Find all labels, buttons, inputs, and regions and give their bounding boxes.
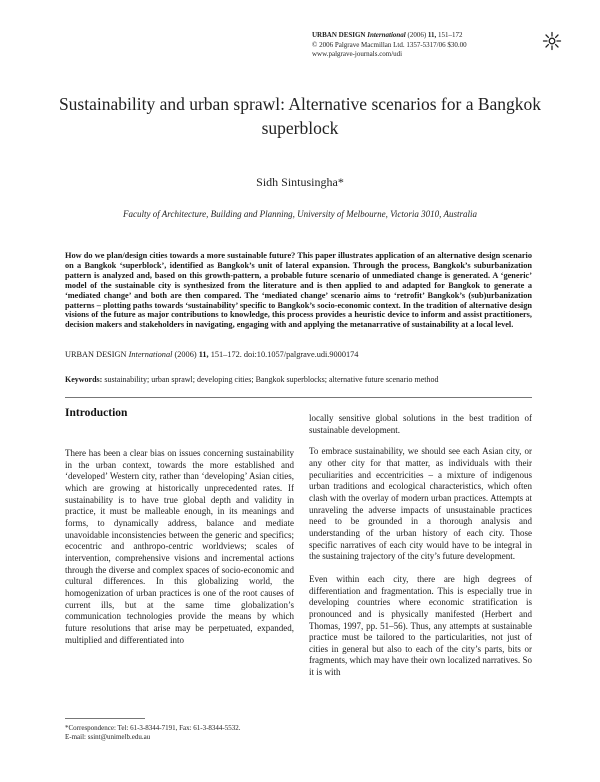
citation-journal-italic: International xyxy=(128,350,173,359)
copyright-line: © 2006 Palgrave Macmillan Ltd. 1357-5317/06 $30.00 xyxy=(312,40,467,49)
journal-name: URBAN DESIGN xyxy=(312,31,366,39)
section-heading-introduction: Introduction xyxy=(65,407,128,419)
paragraph: To embrace sustainability, we should see each Asian city, or any other city for that matter, as individuals with their peculiarities and eccentricities – a mixture of indigenous urban traditions and ecological characteristics, which often clash with the overlay of modern urban practices. Attempts at unraveling the adverse impacts of unsustainable practices need to be grounded in a thorough analysis and understanding of the urban history of each city. Those specific narratives of each city would have to be integral in the sustaining trajectory of the city’s future development. xyxy=(309,446,532,562)
journal-header-line-1 xyxy=(312,31,532,41)
journal-pages: 151–172 xyxy=(438,31,463,39)
article-title: Sustainability and urban sprawl: Alternative scenarios for a Bangkok superblock xyxy=(58,94,542,138)
journal-header xyxy=(312,31,532,60)
body-column-right xyxy=(309,413,532,679)
abstract: How do we plan/design cities towards a more sustainable future? This paper illustrates application of an alternative design scenario on a Bangkok ‘superblock’, identified as Bangkok’s unit of lateral expansion. Through the process, Bangkok’s suburbanization pattern is analyzed and, based on this growth-pattern, a probable future scenario of unmediated change is generated. A ‘generic’ model of the sustainable city is synthesized from the literature and is then applied to and adapted for Bangkok to generate a ‘mediated change’ and both are then compared. The ‘mediated change’ scenario aims to ‘retrofit’ Bangkok’s (sub)urbanization patterns – plotting paths towards ‘sustainability’ specific to Bangkok’s socio-economic context. In the tradition of alternative design visions of the future as major contributions to knowledge, this process provides a heuristic device to inform and assist practitioners, decision makers and stakeholders in navigating, engaging with and applying the metanarrative of sustainability at a local level. xyxy=(65,251,532,330)
paragraph: There has been a clear bias on issues concerning sustainability in the urban context, towards the more established and ‘developed’ Western city, rather than ‘developing’ Asian cities, which are growing at historically unprecedented rates. If sustainability is to have true global depth and validity in practice, it must be malleable enough, in its meanings and forms, to dynamically address, balance and mediate unavoidable inconsistencies between the generic and specifics; ecocentric and anthropo-centric worldviews; scales of intervention, comprehensive visions and incremental actions through the diverse and complex spaces of socio-economic and cultural differences. In this globalizing world, the homogenization of urban practices is one of the root causes of current ills, but at the same time globalization’s communication technologies provide the means by which future resolutions that arise may be perpetuated, expanded, multiplied and differentiated into xyxy=(65,448,294,645)
footnote-divider xyxy=(65,718,145,719)
journal-volume: 11, xyxy=(427,31,437,39)
footnote-contact: *Correspondence: Tel: 61-3-8344-7191, Fax: 61-3-8344-5532. xyxy=(65,724,241,732)
citation-line xyxy=(65,350,535,360)
paragraph: locally sensitive global solutions in the best tradition of sustainable development. xyxy=(309,413,532,435)
footnote-email: E-mail: ssint@unimelb.edu.au xyxy=(65,733,151,741)
journal-url: www.palgrave-journals.com/udi xyxy=(312,50,403,58)
keywords-text: sustainability; urban sprawl; developing cities; Bangkok superblocks; alternative future scenario method xyxy=(104,375,439,384)
correspondence-footnote xyxy=(65,724,294,742)
palgrave-logo-icon xyxy=(542,31,562,51)
author-name: Sidh Sintusingha* xyxy=(256,175,344,189)
citation-rest: 151–172. doi:10.1057/palgrave.udi.9000174 xyxy=(210,350,359,359)
journal-name-italic: International xyxy=(367,31,406,39)
journal-year: (2006) xyxy=(407,31,427,39)
citation-volume: 11, xyxy=(198,350,209,359)
section-divider xyxy=(65,397,532,398)
citation-year: (2006) xyxy=(174,350,197,359)
citation-journal: URBAN DESIGN xyxy=(65,350,127,359)
keywords xyxy=(65,375,535,384)
paragraph: Even within each city, there are high degrees of differentiation and fragmentation. This is especially true in developing countries where economic stratification is pronounced and is physically manifested (Herbert and Thomas, 1997, pp. 51–56). Thus, any attempts at sustainable practice must be tailored to the particularities, not just of cities in general but also to each of the city’s parts, bits or fragments, which may have their own localized narratives. So it is with xyxy=(309,573,532,678)
author-affiliation: Faculty of Architecture, Building and Planning, University of Melbourne, Victoria 3010, Australia xyxy=(122,209,478,219)
keywords-label: Keywords: xyxy=(65,375,103,384)
body-column-left xyxy=(65,448,294,646)
